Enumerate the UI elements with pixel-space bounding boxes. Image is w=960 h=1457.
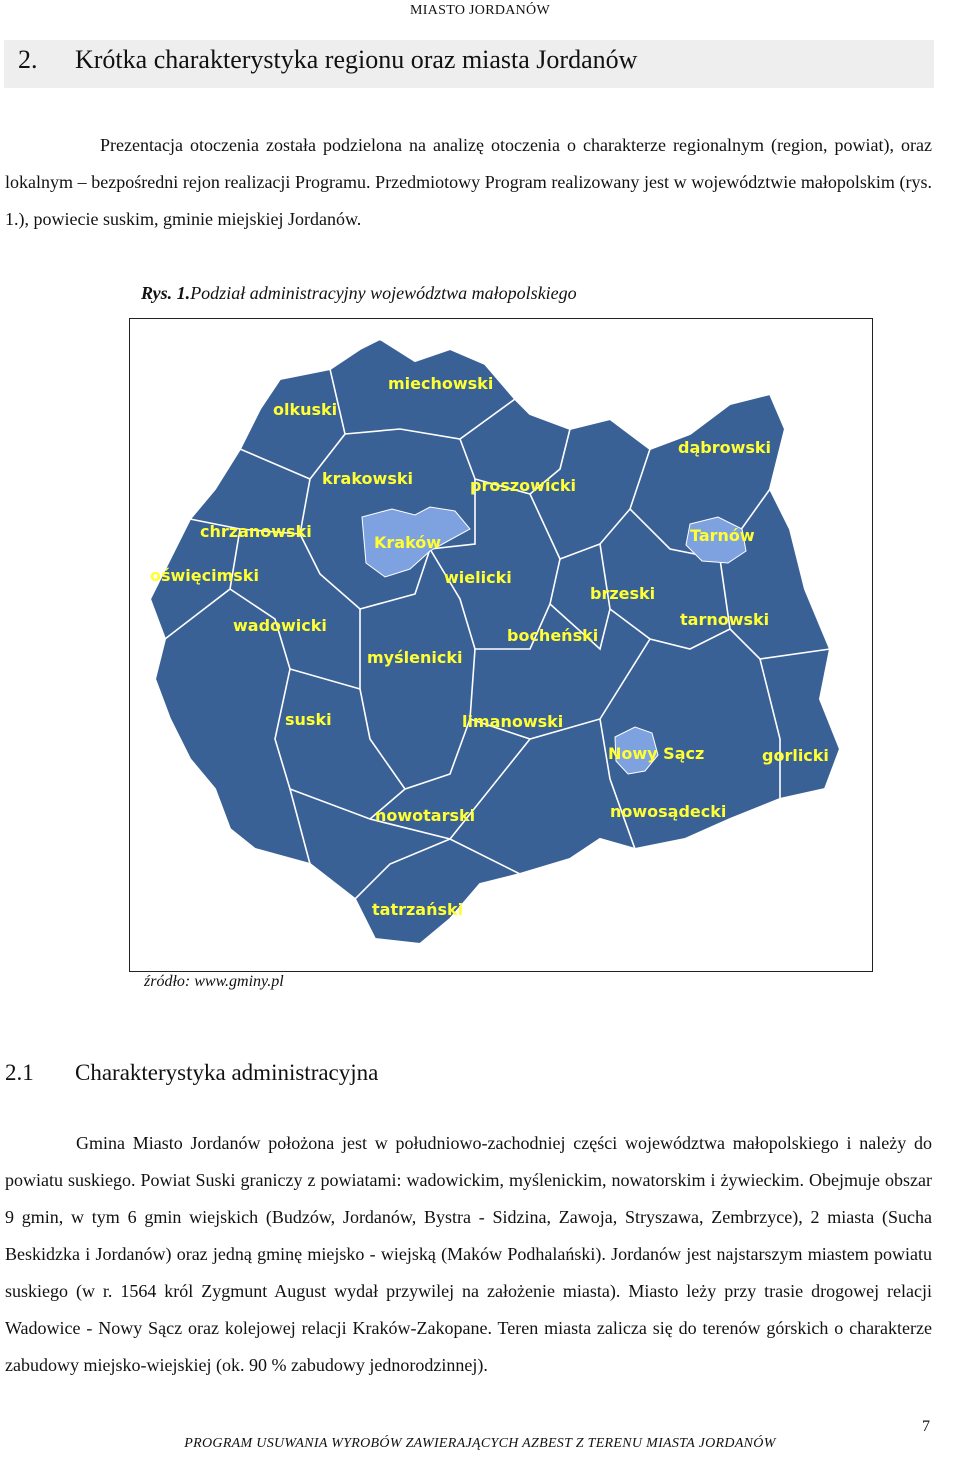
running-header: MIASTO JORDANÓW xyxy=(410,3,550,18)
figure-source: źródło: www.gminy.pl xyxy=(144,973,284,990)
label-olkuski: olkuski xyxy=(273,400,338,419)
page-footer: PROGRAM USUWANIA WYROBÓW ZAWIERAJĄCYCH AZBEST Z TERENU MIASTA JORDANÓW xyxy=(184,1436,776,1451)
label-myslenicki: myślenicki xyxy=(367,648,463,667)
label-dabrowski: dąbrowski xyxy=(678,438,772,457)
label-tatrzanski: tatrzański xyxy=(372,900,464,919)
label-brzeski: brzeski xyxy=(590,584,656,603)
subsection-title: Charakterystyka administracyjna xyxy=(75,1060,379,1085)
label-chrzanowski: chrzanowski xyxy=(200,522,312,541)
malopolska-map xyxy=(130,319,872,971)
label-oswiecimski: oświęcimski xyxy=(150,566,259,585)
region-outline xyxy=(150,339,840,944)
label-wielicki: wielicki xyxy=(444,568,512,587)
subsection-heading xyxy=(5,1060,378,1086)
label-limanowski: limanowski xyxy=(462,712,564,731)
label-tarnowski: tarnowski xyxy=(680,610,770,629)
voivodeship-shape xyxy=(150,339,840,944)
label-krakowski: krakowski xyxy=(322,469,413,488)
label-gorlicki: gorlicki xyxy=(762,746,829,765)
label-proszowicki: proszowicki xyxy=(470,476,577,495)
label-bochenski: bocheński xyxy=(507,626,599,645)
label-suski: suski xyxy=(285,710,332,729)
section-heading xyxy=(4,40,934,88)
figure-label: Rys. 1. xyxy=(141,283,191,303)
body-paragraph: Gmina Miasto Jordanów położona jest w południowo-zachodniej części województwa małopolskiego i należy do powiatu suskiego. Powiat Suski graniczy z powiatami: wadowickim, myślenickim, nowatorskim i żywieckim. Obejmuje obszar 9 gmin, w tym 6 gmin wiejskich (Budzów, Jordanów, Bystra - Sidzina, Zawoja, Stryszawa, Zembrzyce), 2 miasta (Sucha Beskidzka i Jordanów) oraz jedną gminę miejsko - wiejską (Maków Podhalański). Jordanów jest najstarszym miastem powiatu suskiego (w r. 1564 król Zygmunt August wydał przywilej na założenie miasta). Miasto leży przy trasie drogowej relacji Wadowice - Nowy Sącz oraz kolejowej relacji Kraków-Zakopane. Teren miasta zalicza się do terenów górskich o charakterze zabudowy miejsko-wiejskiej (ok. 90 % zabudowy jednorodzinnej). xyxy=(5,1133,932,1375)
section-number: 2. xyxy=(18,45,38,74)
page-number: 7 xyxy=(922,1418,930,1435)
label-wadowicki: wadowicki xyxy=(233,616,327,635)
label-miechowski: miechowski xyxy=(388,374,494,393)
figure-caption-text: Podział administracyjny województwa małopolskiego xyxy=(190,283,577,303)
label-tarnow: Tarnów xyxy=(690,526,755,545)
label-krakow: Kraków xyxy=(374,533,442,552)
label-nowy-sacz: Nowy Sącz xyxy=(608,744,705,763)
label-nowotarski: nowotarski xyxy=(375,806,476,825)
intro-paragraph: Prezentacja otoczenia została podzielona na analizę otoczenia o charakterze regionalnym (region, powiat), oraz lokalnym – bezpośredni rejon realizacji Programu. Przedmiotowy Program realizowany jest w województwie małopolskim (rys. 1.), powiecie suskim, gminie miejskiej Jordanów. xyxy=(5,135,932,229)
figure-caption xyxy=(141,283,577,304)
label-nowosadecki: nowosądecki xyxy=(610,802,727,821)
subsection-number: 2.1 xyxy=(5,1060,34,1085)
section-title: Krótka charakterystyka regionu oraz miasta Jordanów xyxy=(75,45,638,74)
map-figure xyxy=(129,318,873,972)
